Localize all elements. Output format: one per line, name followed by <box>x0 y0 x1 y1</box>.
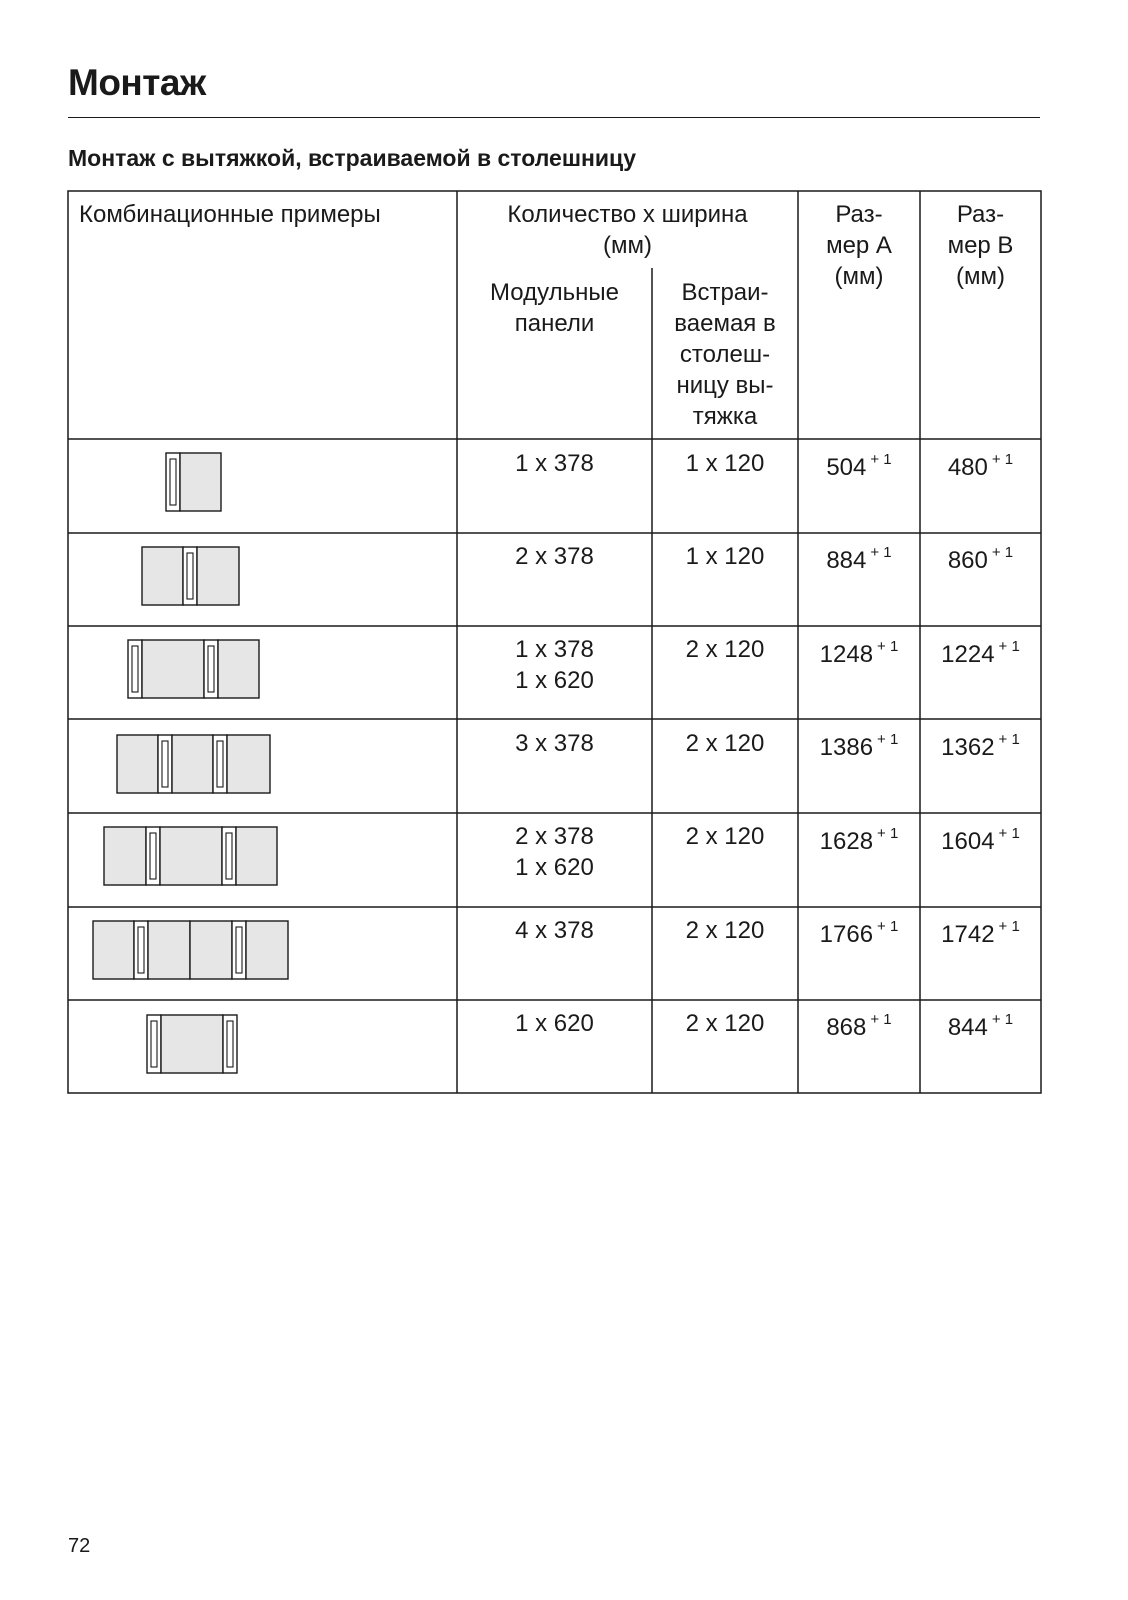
combo-diagram-6 <box>93 921 288 979</box>
row-1-modules <box>457 448 652 479</box>
row-6-modules <box>457 915 652 946</box>
header-modules-line1: Модульные <box>490 279 619 306</box>
row-5-modules-line1: 2 x 378 <box>515 823 594 850</box>
header-size-a-line2: мер A <box>826 232 892 259</box>
header-hood-line4: ницу вы- <box>676 372 774 399</box>
combo-diagram-4 <box>117 735 270 793</box>
row-2-size-b-value: 860 <box>947 547 988 574</box>
row-6-size-b <box>920 919 1041 953</box>
row-1-size-b <box>920 452 1041 486</box>
row-6-hood: 2 x 120 <box>685 917 765 944</box>
header-hood-line1: Встраи- <box>681 279 769 306</box>
row-1-hood: 1 x 120 <box>685 450 765 477</box>
header-modules <box>457 277 652 339</box>
header-size-b <box>920 199 1041 292</box>
row-3-size-a-tolerance: + 1 <box>877 638 899 655</box>
header-quantity-width-line2: (мм) <box>603 232 652 259</box>
header-quantity-width <box>457 199 798 261</box>
row-4-hood: 2 x 120 <box>685 730 765 757</box>
row-6-modules-line1: 4 x 378 <box>515 917 594 944</box>
page-title: Монтаж <box>68 62 206 103</box>
row-6-size-a-tolerance: + 1 <box>877 918 899 935</box>
row-2-size-b-tolerance: + 1 <box>991 544 1014 561</box>
row-3-hood: 2 x 120 <box>685 636 765 663</box>
row-6-size-b-value: 1742 <box>941 921 995 948</box>
header-size-b-line2: мер B <box>947 232 1014 259</box>
row-3-size-b-value: 1224 <box>941 641 995 668</box>
row-4-modules <box>457 728 652 759</box>
row-7-size-b-tolerance: + 1 <box>991 1011 1014 1028</box>
row-4-size-b-tolerance: + 1 <box>998 731 1020 748</box>
row-1-size-a-value: 504 <box>826 454 867 481</box>
combo-diagram-5 <box>104 827 277 885</box>
row-1-modules-line1: 1 x 378 <box>515 450 594 477</box>
row-4-size-a-tolerance: + 1 <box>877 731 899 748</box>
row-5-size-a <box>798 826 920 860</box>
row-2-hood: 1 x 120 <box>685 543 765 570</box>
row-4-size-a-value: 1386 <box>819 734 874 761</box>
row-2-size-a <box>798 545 920 579</box>
header-hood-line2: ваемая в <box>674 310 776 337</box>
row-1-size-a-tolerance: + 1 <box>870 451 892 468</box>
combination-diagrams <box>93 453 288 1073</box>
header-size-a <box>798 199 920 292</box>
row-2-size-b <box>920 545 1041 579</box>
header-size-a-line3: (мм) <box>834 263 884 290</box>
row-2-modules-line1: 2 x 378 <box>515 543 594 570</box>
header-hood-line3: столеш- <box>679 341 771 368</box>
row-3-modules-line1: 1 x 378 <box>515 636 594 663</box>
row-5-modules-line2: 1 x 620 <box>515 854 594 881</box>
row-6-size-a <box>798 919 920 953</box>
row-4-size-b-value: 1362 <box>941 734 995 761</box>
row-3-size-a-value: 1248 <box>819 641 874 668</box>
row-6-size-a-value: 1766 <box>819 921 874 948</box>
row-5-size-a-value: 1628 <box>819 828 874 855</box>
header-modules-line2: панели <box>514 310 595 337</box>
header-size-b-line1: Раз- <box>956 201 1005 228</box>
row-7-hood: 2 x 120 <box>685 1010 765 1037</box>
row-2-size-a-value: 884 <box>826 547 867 574</box>
combo-diagram-7 <box>147 1015 237 1073</box>
row-7-modules-line1: 1 x 620 <box>515 1010 594 1037</box>
row-5-size-a-tolerance: + 1 <box>877 825 899 842</box>
row-3-size-b-tolerance: + 1 <box>998 638 1020 655</box>
row-2-modules <box>457 541 652 572</box>
row-3-size-b <box>920 639 1041 673</box>
row-7-size-a-value: 868 <box>826 1014 867 1041</box>
header-size-b-line3: (мм) <box>956 263 1005 290</box>
row-5-size-b-tolerance: + 1 <box>998 825 1020 842</box>
row-4-size-b <box>920 732 1041 766</box>
header-quantity-width-line1: Количество x ширина <box>507 201 748 228</box>
row-4-size-a <box>798 732 920 766</box>
row-7-size-a-tolerance: + 1 <box>870 1011 892 1028</box>
row-7-size-a <box>798 1012 920 1046</box>
header-combinations: Комбинационные примеры <box>79 201 381 228</box>
row-2-size-a-tolerance: + 1 <box>870 544 892 561</box>
header-hood <box>652 277 798 432</box>
header-hood-line5: тяжка <box>692 403 758 430</box>
row-3-modules <box>457 634 652 696</box>
row-1-size-b-value: 480 <box>947 454 988 481</box>
row-5-modules <box>457 821 652 883</box>
page-number: 72 <box>68 1535 91 1557</box>
combo-diagram-1 <box>166 453 221 511</box>
combo-diagram-3 <box>128 640 259 698</box>
row-5-size-b-value: 1604 <box>941 828 995 855</box>
row-6-size-b-tolerance: + 1 <box>998 918 1020 935</box>
row-5-hood: 2 x 120 <box>685 823 765 850</box>
combo-diagram-2 <box>142 547 239 605</box>
header-size-a-line1: Раз- <box>835 201 883 228</box>
row-3-modules-line2: 1 x 620 <box>515 667 594 694</box>
row-3-size-a <box>798 639 920 673</box>
row-5-size-b <box>920 826 1041 860</box>
row-1-size-a <box>798 452 920 486</box>
section-title: Монтаж с вытяжкой, встраиваемой в столешницу <box>68 145 636 171</box>
row-1-size-b-tolerance: + 1 <box>991 451 1014 468</box>
row-7-size-b-value: 844 <box>947 1014 988 1041</box>
row-7-modules <box>457 1008 652 1039</box>
row-7-size-b <box>920 1012 1041 1046</box>
row-4-modules-line1: 3 x 378 <box>515 730 594 757</box>
